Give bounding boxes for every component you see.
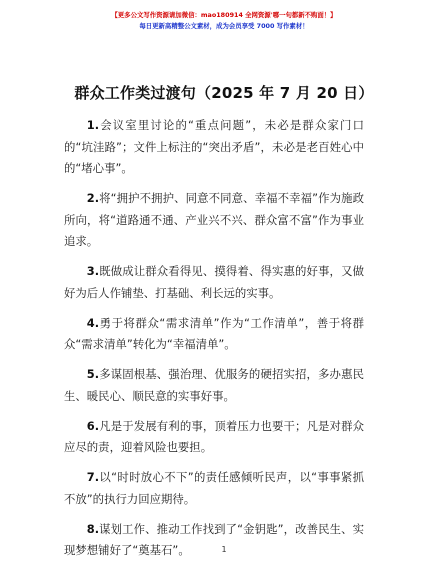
paragraph-3	[64, 261, 364, 304]
item-number: 3.	[86, 264, 100, 278]
item-text: 将“拥护不拥护、同意不同意、幸福不幸福”作为施政所向，将“道路通不通、产业兴不兴、群众富不富”作为事业追求。	[64, 191, 364, 248]
item-text: 多谋固根基、强治理、优服务的硬招实招，多办惠民生、暖民心、顺民意的实事好事。	[64, 367, 364, 403]
document-title: 群众工作类过渡句（2025 年 7 月 20 日）	[74, 84, 374, 102]
document-body	[64, 115, 364, 570]
item-number: 6.	[86, 418, 100, 433]
paragraph-1	[64, 115, 364, 180]
item-number: 1.	[86, 118, 100, 132]
item-number: 5.	[86, 367, 100, 381]
paragraph-7	[64, 467, 364, 510]
item-number: 7.	[86, 470, 100, 484]
item-text: 谋划工作、推动工作找到了“金钥匙”，改善民生、实现梦想铺好了“奠基石”。	[64, 521, 364, 557]
item-number: 8.	[86, 521, 100, 536]
item-number: 2.	[86, 191, 100, 205]
item-text: 既做成让群众看得见、摸得着、得实惠的好事，又做好为后人作铺垫、打基础、利长远的实事。	[64, 264, 364, 300]
item-text: 凡是于发展有利的事，顶着压力也要干；凡是对群众应尽的责，迎着风险也要担。	[64, 418, 364, 454]
promo-line-2: 每日更新高精整公文素材，成为会员享受 7000 写作素材！	[139, 22, 309, 30]
paragraph-6	[64, 416, 364, 459]
item-text: 以“时时放心不下”的责任感倾听民声，以“事事紧抓不放”的执行力回应期待。	[64, 470, 364, 506]
item-text: 会议室里讨论的“重点问题”，未必是群众家门口的“坑洼路”；文件上标注的“突出矛盾”，未必是老百姓心中的“堵心事”。	[64, 118, 364, 175]
item-number: 4.	[86, 315, 100, 330]
page-number: 1	[221, 545, 227, 554]
paragraph-5	[64, 364, 364, 407]
paragraph-2	[64, 188, 364, 253]
paragraph-8	[64, 519, 364, 562]
promo-line-1: 【更多公文写作资源请加微信：mao180914 全网资源'哪一句都新不购面！】	[111, 11, 337, 19]
item-text: 勇于将群众“需求清单”作为“工作清单”，善于将群众“需求清单”转化为“幸福清单”。	[64, 315, 364, 351]
paragraph-4	[64, 313, 364, 356]
promo-header	[0, 10, 448, 32]
